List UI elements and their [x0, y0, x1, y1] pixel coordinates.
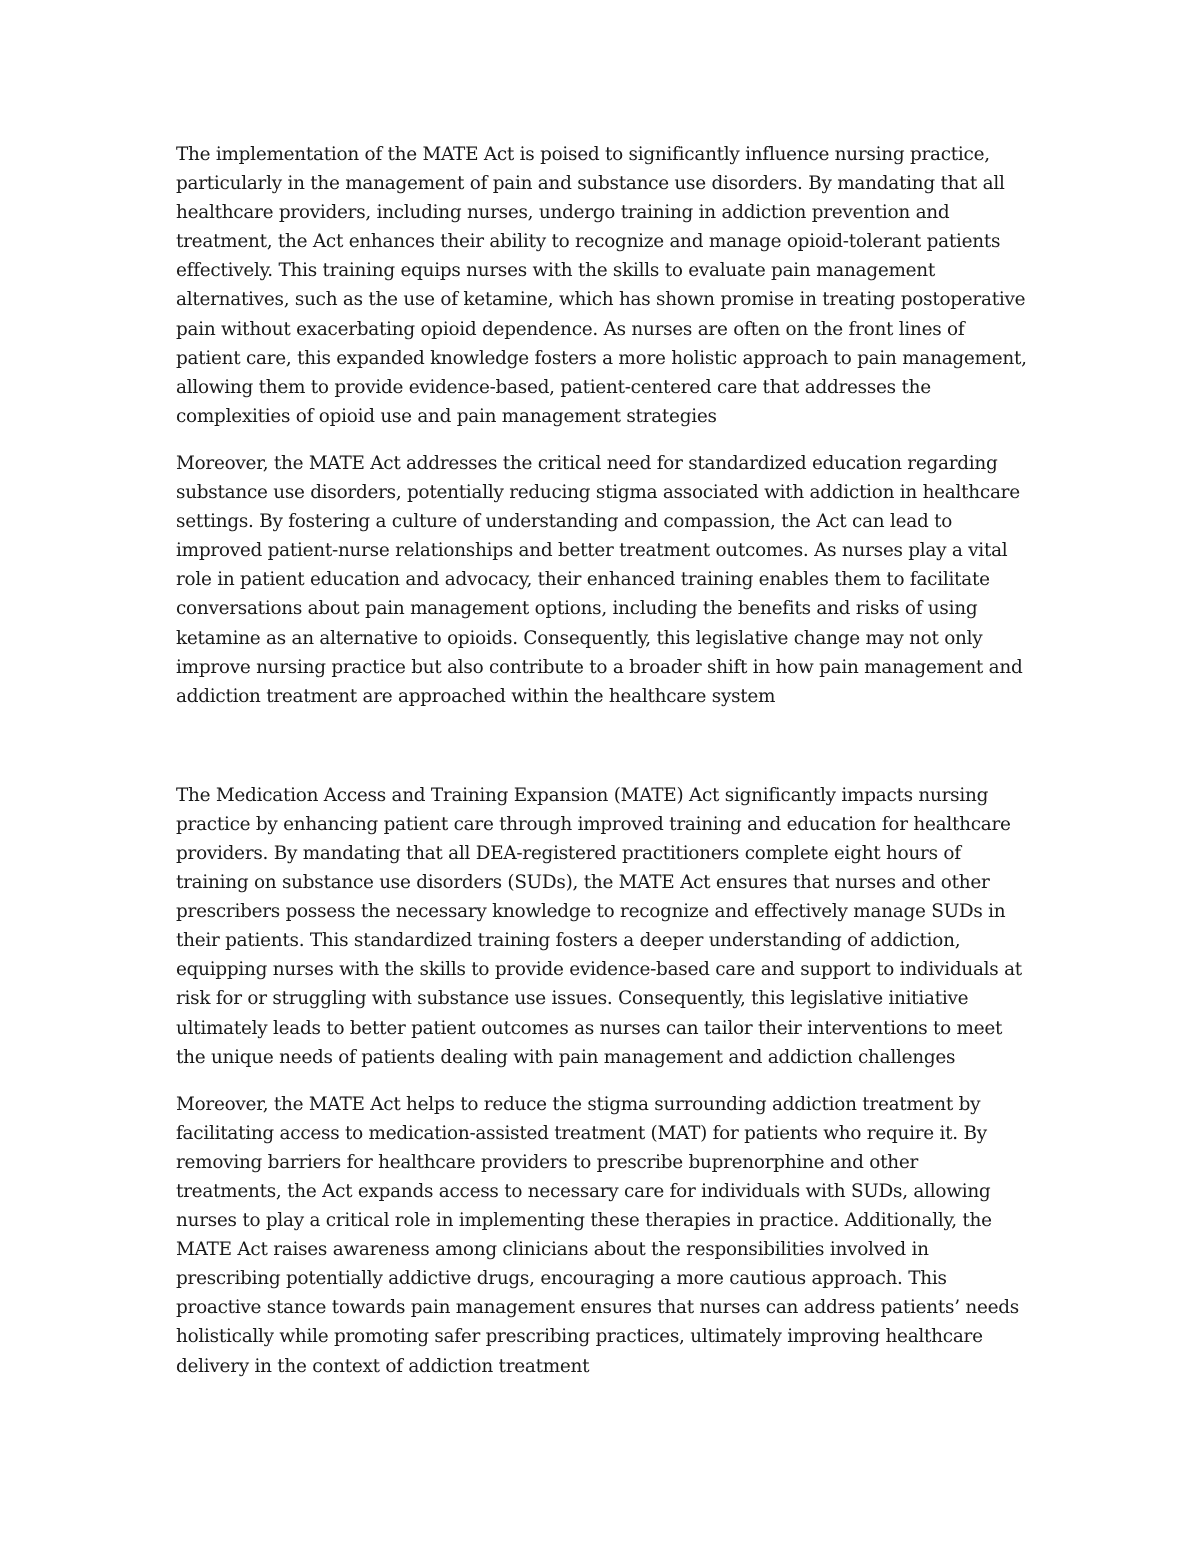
paragraph-1: The implementation of the MATE Act is poised to significantly influence nursing practice, particularly in the management of pain and substance use disorders. By mandating that all healthcare providers, including nurses, undergo training in addiction prevention and treatment, the Act enhances their ability to recognize and manage opioid-tolerant patients effectively. This training equips nurses with the skills to evaluate pain management alternatives, such as the use of ketamine, which has shown promise in treating postoperative pain without exacerbating opioid dependence. As nurses are often on the front lines of patient care, this expanded knowledge fosters a more holistic approach to pain management, allowing them to provide evidence-based, patient-centered care that addresses the complexities of opioid use and pain management strategies	[176, 144, 1027, 427]
paragraph-2: Moreover, the MATE Act addresses the critical need for standardized education regarding substance use disorders, potentially reducing stigma associated with addiction in healthcare settings. By fostering a culture of understanding and compassion, the Act can lead to improved patient-nurse relationships and better treatment outcomes. As nurses play a vital role in patient education and advocacy, their enhanced training enables them to facilitate conversations about pain management options, including the benefits and risks of using ketamine as an alternative to opioids. Consequently, this legislative change may not only improve nursing practice but also contribute to a broader shift in how pain management and addiction treatment are approached within the healthcare system	[176, 452, 1023, 707]
document-body	[176, 140, 1028, 1399]
paragraph-3: The Medication Access and Training Expansion (MATE) Act significantly impacts nursing practice by enhancing patient care through improved training and education for healthcare providers. By mandating that all DEA-registered practitioners complete eight hours of training on substance use disorders (SUDs), the MATE Act ensures that nurses and other prescribers possess the necessary knowledge to recognize and effectively manage SUDs in their patients. This standardized training fosters a deeper understanding of addiction, equipping nurses with the skills to provide evidence-based care and support to individuals at risk for or struggling with substance use issues. Consequently, this legislative initiative ultimately leads to better patient outcomes as nurses can tailor their interventions to meet the unique needs of patients dealing with pain management and addiction challenges	[176, 784, 1022, 1068]
paragraph-4: Moreover, the MATE Act helps to reduce the stigma surrounding addiction treatment by facilitating access to medication-assisted treatment (MAT) for patients who require it. By removing barriers for healthcare providers to prescribe buprenorphine and other treatments, the Act expands access to necessary care for individuals with SUDs, allowing nurses to play a critical role in implementing these therapies in practice. Additionally, the MATE Act raises awareness among clinicians about the responsibilities involved in prescribing potentially addictive drugs, encouraging a more cautious approach. This proactive stance towards pain management ensures that nurses can address patients’ needs holistically while promoting safer prescribing practices, ultimately improving healthcare delivery in the context of addiction treatment	[176, 1093, 1019, 1377]
